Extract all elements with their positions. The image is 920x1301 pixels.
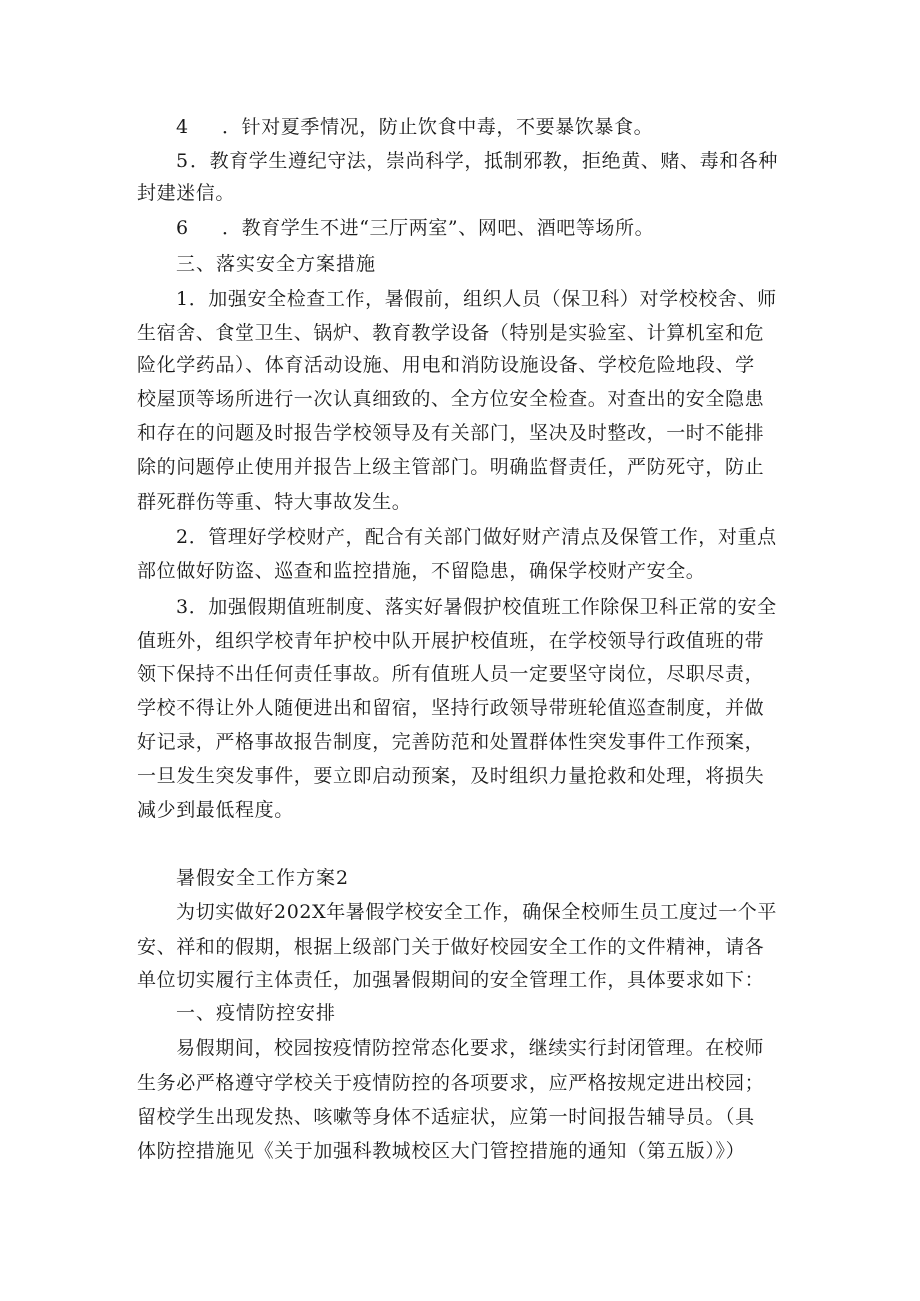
section-heading: 三、落实安全方案措施 <box>176 253 377 275</box>
item-number: 4 <box>176 116 189 138</box>
paragraph-line: 领下保持不出任何责任事故。所有值班人员一定要坚守岗位，尽职尽责， <box>137 663 765 685</box>
paragraph-line: 减少到最低程度。 <box>137 799 294 821</box>
paragraph-line: 和存在的问题及时报告学校领导及有关部门，坚决及时整改，一时不能排 <box>137 422 765 444</box>
item-text: ．针对夏季情况，防止饮食中毒，不要暴饮暴食。 <box>222 116 654 138</box>
paragraph-line: 险化学药品）、体育活动设施、用电和消防设施设备、学校危险地段、学 <box>137 354 755 376</box>
paragraph-line: 易假期间，校园按疫情防控常态化要求，继续实行封闭管理。在校师 <box>176 1037 765 1059</box>
paragraph-line: 单位切实履行主体责任，加强暑假期间的安全管理工作，具体要求如下： <box>137 969 765 991</box>
list-item-5-continued <box>137 180 235 206</box>
paragraph-line: 2．管理好学校财产，配合有关部门做好财产清点及保管工作，对重点 <box>176 526 777 548</box>
paragraph-line: 生务必严格遵守学校关于疫情防控的各项要求，应严格按规定进出校园； <box>137 1072 765 1094</box>
paragraph-line: 值班外，组织学校青年护校中队开展护校值班，在学校领导行政值班的带 <box>137 630 765 652</box>
item-text: ．教育学生不进“三厅两室”、网吧、酒吧等场所。 <box>222 217 655 239</box>
paragraph-line: 学校不得让外人随便进出和留宿，坚持行政领导带班轮值巡查制度，并做 <box>137 697 765 719</box>
paragraph-line: 群死群伤等重、特大事故发生。 <box>137 491 412 513</box>
paragraph-line: 除的问题停止使用并报告上级主管部门。明确监督责任，严防死守，防止 <box>137 456 765 478</box>
item-text: ．教育学生遵纪守法，崇尚科学，抵制邪教，拒绝黄、赌、毒和各种 <box>190 150 779 172</box>
item-number: 6 <box>176 217 189 239</box>
paragraph-line: 生宿舍、食堂卫生、锅炉、教育教学设备（特别是实验室、计算机室和危 <box>137 322 765 344</box>
paragraph-line: 校屋顶等场所进行一次认真细致的、全方位安全检查。对查出的安全隐患 <box>137 388 765 410</box>
item-text: 封建迷信。 <box>137 182 236 204</box>
paragraph-line: 体防控措施见《关于加强科教城校区大门管控措施的通知（第五版）》） <box>137 1140 746 1162</box>
paragraph-line: 1．加强安全检查工作，暑假前，组织人员（保卫科）对学校校舍、师 <box>176 288 777 310</box>
paragraph-line: 3．加强假期值班制度、落实好暑假护校值班工作除保卫科正常的安全 <box>176 596 777 618</box>
list-item-5 <box>176 148 778 174</box>
paragraph-line: 留校学生出现发热、咳嗽等身体不适症状，应第一时间报告辅导员。（具 <box>137 1106 755 1128</box>
list-item-6 <box>176 215 654 241</box>
paragraph-line: 为切实做好202X年暑假学校安全工作，确保全校师生员工度过一个平 <box>176 901 777 923</box>
item-number: 5 <box>176 150 189 172</box>
paragraph-line: 安、祥和的假期，根据上级部门关于做好校园安全工作的文件精神，请各 <box>137 936 765 958</box>
document-title: 暑假安全工作方案2 <box>176 867 350 889</box>
paragraph-line: 部位做好防盗、巡查和监控措施，不留隐患，确保学校财产安全。 <box>137 560 706 582</box>
section-heading: 一、疫情防控安排 <box>176 1002 337 1024</box>
paragraph-line: 一旦发生突发事件，要立即启动预案，及时组织力量抢救和处理，将损失 <box>137 765 765 787</box>
list-item-4 <box>176 114 653 140</box>
paragraph-line: 好记录，严格事故报告制度，完善防范和处置群体性突发事件工作预案， <box>137 731 765 753</box>
